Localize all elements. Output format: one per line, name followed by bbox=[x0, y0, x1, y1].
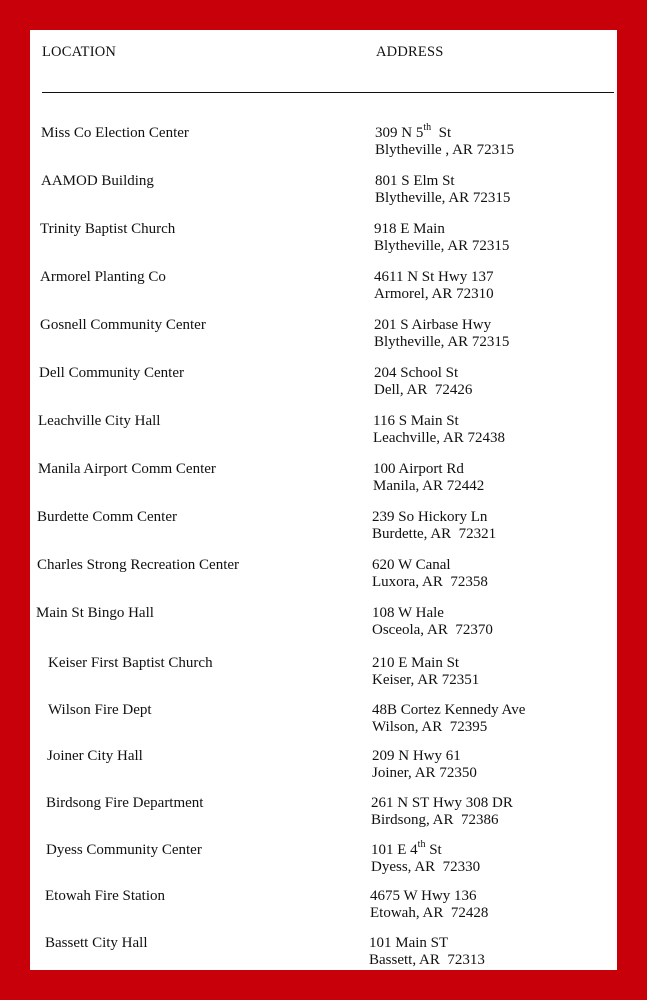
location-address bbox=[374, 317, 509, 351]
location-address bbox=[374, 365, 472, 399]
location-address bbox=[373, 413, 505, 447]
location-name: Miss Co Election Center bbox=[41, 125, 189, 141]
location-name: Manila Airport Comm Center bbox=[38, 461, 216, 477]
address-street-suffix: St bbox=[425, 842, 442, 858]
table-row bbox=[30, 461, 610, 501]
address-city-state-zip: Blytheville, AR 72315 bbox=[374, 334, 510, 350]
location-name: Armorel Planting Co bbox=[40, 269, 166, 285]
ordinal-suffix: th bbox=[423, 122, 432, 133]
address-city-state-zip: Keiser, AR 72351 bbox=[372, 672, 480, 688]
address-street bbox=[369, 935, 485, 952]
location-address bbox=[369, 935, 485, 969]
location-address bbox=[372, 605, 493, 639]
document-page bbox=[30, 30, 617, 970]
table-row bbox=[30, 935, 610, 975]
location-address bbox=[372, 748, 477, 782]
location-address bbox=[371, 795, 513, 829]
address-street-text: 108 W Hale bbox=[372, 605, 444, 621]
location-name: Charles Strong Recreation Center bbox=[37, 557, 240, 573]
table-row bbox=[30, 413, 610, 453]
address-city-state-zip: Blytheville , AR 72315 bbox=[375, 142, 515, 158]
location-address bbox=[371, 839, 481, 876]
location-column-header: LOCATION bbox=[42, 44, 117, 60]
address-street bbox=[372, 655, 479, 672]
address-city-state-zip: Birdsong, AR 72386 bbox=[371, 812, 499, 828]
address-street-text: 801 S Elm St bbox=[375, 173, 455, 189]
table-row bbox=[30, 839, 610, 882]
address-street bbox=[375, 122, 514, 142]
address-street bbox=[375, 173, 510, 190]
location-name: Burdette Comm Center bbox=[37, 509, 177, 525]
location-name: AAMOD Building bbox=[41, 173, 154, 189]
address-city-state-zip: Luxora, AR 72358 bbox=[372, 574, 488, 590]
address-street bbox=[374, 221, 509, 238]
location-name: Bassett City Hall bbox=[45, 935, 148, 951]
address-street-text: 116 S Main St bbox=[373, 413, 459, 429]
address-street bbox=[372, 557, 488, 574]
location-address bbox=[372, 509, 496, 543]
location-address bbox=[374, 269, 494, 303]
location-name: Wilson Fire Dept bbox=[48, 702, 152, 718]
address-city-state-zip: Leachville, AR 72438 bbox=[373, 430, 506, 446]
address-street-text: 48B Cortez Kennedy Ave bbox=[372, 702, 526, 718]
table-row bbox=[30, 557, 610, 597]
address-street-text: 100 Airport Rd bbox=[373, 461, 464, 477]
location-address bbox=[372, 702, 525, 736]
address-city-state-zip: Dyess, AR 72330 bbox=[371, 859, 481, 875]
table-row bbox=[30, 173, 610, 213]
address-street-text: 101 E 4 bbox=[371, 842, 418, 858]
address-street-text: 210 E Main St bbox=[372, 655, 460, 671]
address-street bbox=[371, 839, 480, 859]
address-street bbox=[372, 605, 493, 622]
address-street-text: 918 E Main bbox=[374, 221, 445, 237]
table-row bbox=[30, 365, 610, 405]
address-street-text: 101 Main ST bbox=[369, 935, 449, 951]
location-name: Keiser First Baptist Church bbox=[48, 655, 213, 671]
ordinal-suffix: th bbox=[417, 839, 426, 850]
table-row bbox=[30, 605, 610, 645]
header-divider bbox=[42, 92, 614, 93]
address-city-state-zip: Bassett, AR 72313 bbox=[369, 952, 485, 968]
address-street bbox=[374, 317, 509, 334]
address-street-text: 620 W Canal bbox=[372, 557, 451, 573]
address-city-state-zip: Manila, AR 72442 bbox=[373, 478, 485, 494]
location-address bbox=[375, 122, 515, 159]
address-street-text: 261 N ST Hwy 308 DR bbox=[371, 795, 513, 811]
address-street bbox=[374, 269, 494, 286]
address-street-text: 4611 N St Hwy 137 bbox=[374, 269, 494, 285]
address-street bbox=[372, 748, 477, 765]
location-name: Leachville City Hall bbox=[38, 413, 161, 429]
address-column-header: ADDRESS bbox=[376, 44, 444, 60]
address-street-text: 209 N Hwy 61 bbox=[372, 748, 461, 764]
address-city-state-zip: Dell, AR 72426 bbox=[374, 382, 473, 398]
location-address bbox=[372, 557, 488, 591]
location-address bbox=[375, 173, 510, 207]
table-row bbox=[30, 702, 610, 742]
location-name: Trinity Baptist Church bbox=[40, 221, 176, 237]
table-row bbox=[30, 269, 610, 309]
address-street-suffix: St bbox=[431, 125, 452, 141]
address-street bbox=[370, 888, 488, 905]
address-city-state-zip: Wilson, AR 72395 bbox=[372, 719, 488, 735]
address-street bbox=[372, 702, 525, 719]
location-address bbox=[372, 655, 479, 689]
table-row bbox=[30, 122, 610, 165]
location-address bbox=[370, 888, 488, 922]
location-name: Birdsong Fire Department bbox=[46, 795, 204, 811]
address-street bbox=[372, 509, 496, 526]
address-city-state-zip: Burdette, AR 72321 bbox=[372, 526, 497, 542]
location-name: Main St Bingo Hall bbox=[36, 605, 154, 621]
address-city-state-zip: Blytheville, AR 72315 bbox=[375, 190, 511, 206]
address-street-text: 239 So Hickory Ln bbox=[372, 509, 488, 525]
address-city-state-zip: Osceola, AR 72370 bbox=[372, 622, 493, 638]
address-city-state-zip: Blytheville, AR 72315 bbox=[374, 238, 510, 254]
table-row bbox=[30, 795, 610, 835]
table-row bbox=[30, 221, 610, 261]
address-street-text: 201 S Airbase Hwy bbox=[374, 317, 492, 333]
location-name: Etowah Fire Station bbox=[45, 888, 165, 904]
location-address bbox=[373, 461, 484, 495]
location-address bbox=[374, 221, 509, 255]
address-street-text: 309 N 5 bbox=[375, 125, 424, 141]
location-name: Dyess Community Center bbox=[46, 842, 202, 858]
address-street bbox=[371, 795, 513, 812]
address-street bbox=[373, 461, 484, 478]
table-row bbox=[30, 748, 610, 788]
address-street bbox=[374, 365, 472, 382]
table-row bbox=[30, 655, 610, 695]
table-row bbox=[30, 888, 610, 928]
table-row bbox=[30, 509, 610, 549]
address-street-text: 204 School St bbox=[374, 365, 459, 381]
address-city-state-zip: Armorel, AR 72310 bbox=[374, 286, 494, 302]
table-row bbox=[30, 317, 610, 357]
address-city-state-zip: Etowah, AR 72428 bbox=[370, 905, 489, 921]
address-city-state-zip: Joiner, AR 72350 bbox=[372, 765, 477, 781]
address-street bbox=[373, 413, 505, 430]
location-name: Joiner City Hall bbox=[47, 748, 143, 764]
address-street-text: 4675 W Hwy 136 bbox=[370, 888, 477, 904]
location-name: Dell Community Center bbox=[39, 365, 184, 381]
location-name: Gosnell Community Center bbox=[40, 317, 206, 333]
